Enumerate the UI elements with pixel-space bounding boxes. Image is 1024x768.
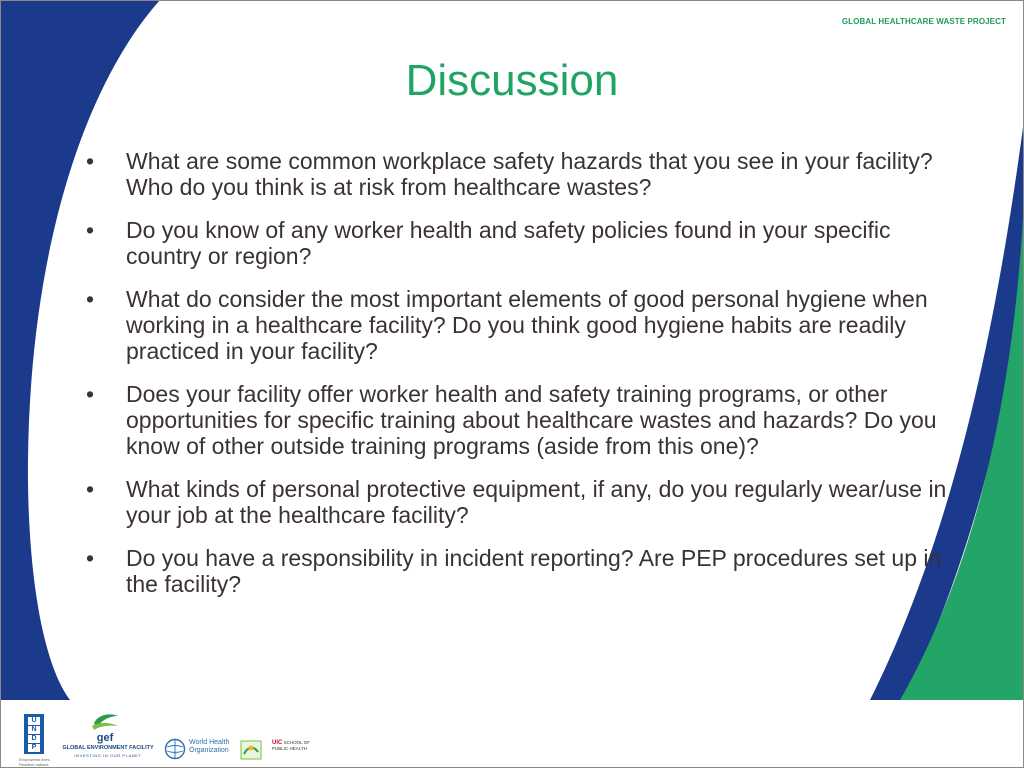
undp-letter: D — [28, 735, 40, 743]
who-name — [189, 739, 229, 755]
partner-seal-icon — [240, 740, 262, 760]
bullet-text: What kinds of personal protective equipment, if any, do you regularly wear/use in your job at the healthcare facility? — [126, 476, 947, 528]
uic-label: UIC — [272, 740, 283, 746]
who-line-1: World Health — [189, 739, 230, 746]
gef-mark-label: gef — [96, 732, 114, 744]
discussion-questions-list — [86, 148, 970, 614]
undp-letter: U — [28, 717, 40, 725]
bullet-item — [86, 545, 970, 597]
partner-logos — [0, 704, 360, 768]
bullet-dot: • — [86, 286, 95, 312]
uic-school-logo — [272, 740, 310, 751]
uic-line-2: PUBLIC HEALTH — [272, 746, 307, 751]
bullet-dot: • — [86, 381, 95, 407]
uic-line-1: SCHOOL OF — [283, 740, 310, 745]
bullet-text: Do you have a responsibility in incident reporting? Are PEP procedures set up in the facility? — [126, 545, 942, 597]
gef-tagline: INVESTING IN OUR PLANET — [74, 753, 142, 758]
slide-title: Discussion — [405, 56, 619, 105]
bullet-text: What are some common workplace safety hazards that you see in your facility? Who do you think is at risk from healthcare wastes? — [126, 148, 933, 200]
bullet-text: Does your facility offer worker health and safety training programs, or other opportunities for specific training about healthcare wastes and hazards? Do you know of other outside training programs (aside from this one)? — [126, 381, 937, 459]
who-emblem-icon — [164, 738, 186, 760]
bullet-item — [86, 217, 970, 269]
undp-logo — [24, 714, 44, 754]
bullet-item — [86, 286, 970, 364]
who-line-2: Organization — [189, 747, 229, 754]
undp-letter: N — [28, 726, 40, 734]
bullet-item — [86, 381, 970, 459]
bullet-text: What do consider the most important elements of good personal hygiene when working in a healthcare facility? Do you think good hygiene habits are readily practiced in your facility? — [126, 286, 928, 364]
gef-logo-icon — [88, 712, 122, 744]
project-tag: GLOBAL HEALTHCARE WASTE PROJECT — [841, 17, 1006, 26]
bullet-dot: • — [86, 476, 95, 502]
bullet-text: Do you know of any worker health and safety policies found in your specific country or region? — [126, 217, 891, 269]
bullet-dot: • — [86, 217, 95, 243]
bullet-item — [86, 148, 970, 200]
bullet-dot: • — [86, 545, 95, 571]
bullet-item — [86, 476, 970, 528]
undp-caption: Empowered lives. Resilient nations. — [19, 757, 51, 767]
gef-name: GLOBAL ENVIRONMENT FACILITY — [62, 745, 154, 751]
bullet-dot: • — [86, 148, 95, 174]
undp-letter: P — [28, 744, 40, 752]
